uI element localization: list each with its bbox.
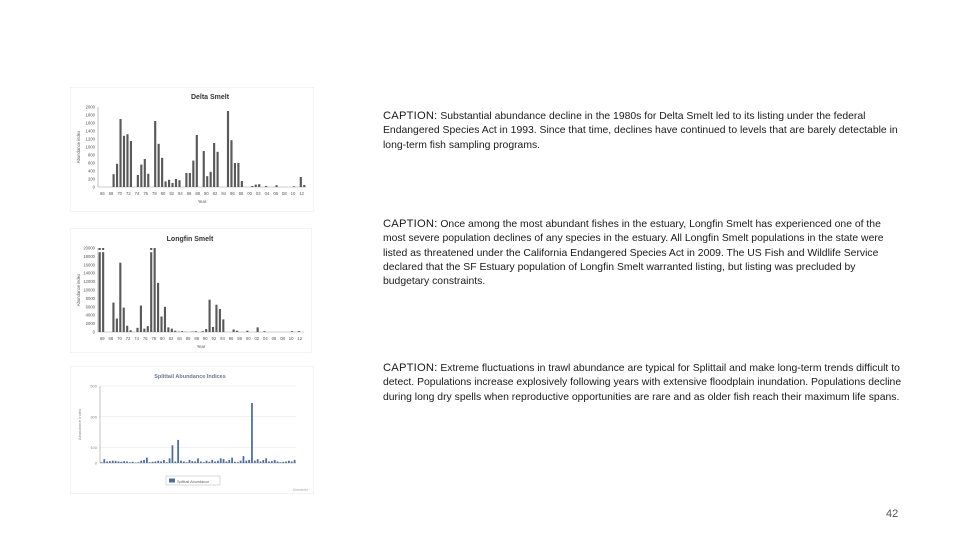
x-tick-label: 98	[238, 191, 244, 196]
x-tick-label: 88	[195, 191, 201, 196]
y-tick-label: 600	[88, 160, 95, 166]
bar	[166, 462, 168, 463]
bar	[230, 140, 232, 187]
bar	[123, 461, 125, 463]
caption-splittail	[383, 361, 903, 405]
x-tick-label: 06	[273, 191, 279, 196]
x-tick-label: 74	[134, 191, 140, 196]
x-tick-label: 69	[99, 336, 105, 341]
axis-break-mark	[146, 250, 149, 252]
bar	[210, 172, 212, 187]
bar	[161, 158, 163, 187]
caption-text: Once among the most abundant fishes in the estuary, Longfin Smelt has experienced one of the most severe population declines of any species in the estuary. All Longfin Smelt populations in the state were listed as threatened under the California Endangered Species Act in 2009. The US Fish and Wildlife Service declared that the SF Estuary population of Longfin Smelt warranted listing, but listing was precluded by budgetary constraints.	[383, 219, 884, 288]
x-tick-label: 80	[160, 191, 166, 196]
x-tick-label: 00	[247, 191, 253, 196]
x-tick-label: 06	[271, 336, 277, 341]
bar	[268, 461, 270, 463]
bar	[303, 185, 305, 187]
bar	[171, 183, 173, 187]
bar	[214, 461, 216, 463]
bar	[245, 461, 247, 463]
bar	[195, 331, 197, 332]
bar	[116, 164, 118, 187]
bar	[154, 121, 156, 187]
y-tick-label: 1400	[85, 128, 95, 134]
bar	[126, 134, 128, 187]
x-tick-label: 00	[245, 336, 251, 341]
bar	[155, 461, 157, 463]
bar	[116, 319, 118, 332]
bar	[265, 458, 267, 463]
splittail-chart	[70, 366, 314, 494]
chart-frame	[70, 228, 312, 353]
bar	[158, 144, 160, 187]
y-tick-label: 2000	[85, 104, 95, 110]
bar	[157, 283, 159, 332]
bar	[169, 458, 171, 463]
caption-text: Substantial abundance decline in the 1980s for Delta Smelt led to its listing under the federal Endangered Species Act in 1993. Since that time, declines have continued to levels that are barely detectable in long-term fish sampling programs.	[383, 111, 898, 151]
x-axis-label: Year	[197, 199, 207, 204]
bar	[285, 461, 287, 463]
bar	[163, 460, 165, 463]
bar	[277, 461, 279, 463]
bar	[160, 316, 162, 332]
chart-title: Longfin Smelt	[166, 236, 214, 243]
bar	[106, 461, 108, 463]
x-tick-label: 94	[220, 336, 225, 341]
bar	[118, 461, 120, 463]
bar	[251, 186, 253, 187]
bar	[126, 461, 128, 463]
bar	[189, 173, 191, 187]
axis-break-mark	[119, 250, 122, 252]
caption-lead: CAPTION:	[383, 218, 438, 230]
bar	[200, 461, 202, 463]
bar	[172, 445, 174, 463]
bar	[274, 460, 276, 463]
bar	[211, 460, 213, 463]
bar	[112, 303, 114, 332]
bar	[213, 143, 215, 187]
y-tick-label: 1000	[85, 144, 95, 150]
bar	[164, 307, 166, 332]
y-tick-label: 12000	[83, 279, 95, 285]
bar	[234, 163, 236, 187]
bar	[174, 461, 176, 463]
bar	[262, 460, 264, 463]
bar	[186, 462, 188, 463]
x-tick-label: 90	[203, 191, 209, 196]
bar	[206, 461, 208, 463]
bar	[167, 327, 169, 332]
bar	[140, 165, 142, 187]
x-tick-label: 78	[151, 191, 157, 196]
x-tick-label: 82	[168, 336, 174, 341]
bar	[217, 152, 219, 187]
x-tick-label: 12	[299, 191, 305, 196]
bar	[222, 319, 224, 332]
bar	[126, 326, 128, 332]
x-tick-label: 88	[194, 336, 200, 341]
bar	[146, 458, 148, 463]
x-tick-label: 92	[212, 191, 218, 196]
y-tick-label: 1200	[85, 136, 95, 142]
bar	[140, 461, 142, 463]
y-tick-label: 500	[90, 383, 97, 389]
caption-delta-smelt	[383, 109, 903, 153]
bar	[174, 331, 176, 332]
bar	[143, 329, 145, 332]
bar	[147, 174, 149, 187]
bar	[282, 462, 284, 463]
x-tick-label: 08	[280, 336, 285, 341]
bar	[263, 331, 265, 332]
chart-frame	[70, 366, 314, 494]
bar	[137, 175, 139, 187]
caption-text: Extreme fluctuations in trawl abundance are typical for Splittail and make long-term trends difficult to detect. Populations increase explosively following years with extensive floodplain inundation. Populations decline during long dry spells when reproductive opportunities are rare and as older fish reach their maximum life spans.	[383, 363, 902, 403]
bar	[291, 331, 293, 332]
x-tick-label: 94	[221, 191, 227, 196]
bar	[197, 458, 199, 463]
bar	[226, 461, 228, 463]
bar	[177, 440, 179, 463]
x-tick-label: 92	[211, 336, 217, 341]
bar	[185, 173, 187, 187]
bar	[119, 263, 121, 332]
bar	[251, 403, 253, 463]
bar	[257, 459, 259, 463]
bar	[130, 141, 132, 187]
bar	[208, 462, 210, 463]
x-tick-label: 76	[142, 336, 148, 341]
bar	[119, 119, 121, 187]
bar	[255, 185, 257, 187]
y-tick-label: 8000	[85, 295, 95, 301]
x-tick-label: 80	[160, 336, 165, 341]
bar	[257, 327, 259, 332]
bar	[171, 329, 173, 332]
bar	[109, 461, 111, 463]
bar	[300, 177, 302, 187]
y-tick-label: 300	[90, 414, 97, 420]
x-tick-label: 86	[186, 191, 192, 196]
bar	[99, 248, 101, 332]
bar	[243, 456, 245, 463]
x-tick-label: 70	[117, 336, 122, 341]
bar	[271, 461, 273, 463]
bar	[205, 329, 207, 332]
bar	[236, 331, 238, 332]
x-tick-label: 10	[290, 191, 296, 196]
y-tick-label: 14000	[83, 270, 95, 276]
axis-break-mark	[102, 250, 105, 252]
bar	[203, 462, 205, 463]
y-tick-label: 0	[92, 184, 95, 190]
x-tick-label: 72	[125, 336, 131, 341]
y-tick-label: 100	[90, 445, 97, 451]
bar	[192, 161, 194, 187]
y-tick-label: 6000	[85, 304, 95, 310]
bar	[227, 111, 229, 187]
caption-longfin-smelt	[383, 217, 903, 289]
bar	[115, 461, 117, 463]
bar	[241, 181, 243, 187]
bar	[123, 136, 125, 187]
bar	[220, 458, 222, 463]
bar	[147, 326, 149, 332]
bar	[152, 462, 154, 463]
bar	[234, 462, 236, 463]
axis-break-mark	[98, 250, 101, 252]
y-tick-label: 20000	[83, 245, 95, 251]
bar	[246, 331, 248, 332]
bar	[178, 180, 180, 187]
bar	[112, 461, 114, 463]
y-axis-label: Abundance Index	[77, 408, 82, 441]
bar	[265, 186, 267, 187]
x-axis-label: Year	[196, 344, 206, 349]
bar	[144, 159, 146, 187]
bar	[231, 458, 233, 463]
legend-swatch	[169, 479, 175, 483]
bar	[103, 459, 105, 463]
x-tick-label: 72	[125, 191, 131, 196]
bar	[288, 461, 290, 463]
splittail-chart-svg	[70, 366, 314, 494]
bar	[154, 248, 156, 332]
x-tick-label: 02	[255, 191, 261, 196]
caption-lead: CAPTION:	[383, 110, 438, 122]
bar	[130, 330, 132, 332]
y-tick-label: 1600	[85, 120, 95, 126]
caption-lead: CAPTION:	[383, 362, 438, 374]
y-tick-label: 10000	[83, 287, 95, 293]
bar	[140, 306, 142, 332]
bar	[191, 461, 193, 463]
x-tick-label: 96	[229, 191, 235, 196]
bar	[181, 331, 183, 332]
bar	[258, 184, 260, 187]
bar	[228, 460, 230, 463]
bar	[298, 331, 300, 332]
bar	[202, 331, 204, 332]
bar	[215, 305, 217, 332]
bar	[180, 461, 182, 463]
bar	[120, 462, 122, 463]
longfin-smelt-chart-svg	[70, 228, 312, 353]
y-tick-label: 2000	[85, 321, 95, 327]
bar	[123, 308, 125, 332]
x-tick-label: 02	[254, 336, 260, 341]
x-tick-label: 82	[169, 191, 175, 196]
bar	[194, 461, 196, 463]
y-tick-label: 18000	[83, 253, 95, 259]
bar	[113, 174, 115, 187]
bar	[168, 180, 170, 187]
x-tick-label: 84	[177, 336, 182, 341]
bar	[206, 176, 208, 187]
y-tick-label: 200	[88, 176, 95, 182]
y-tick-label: 4000	[85, 312, 95, 318]
chart-title: Splittail Abundance Indices	[154, 374, 226, 380]
bar	[223, 459, 225, 463]
bar	[240, 461, 242, 463]
bar	[160, 461, 162, 463]
x-tick-label: 12	[297, 336, 303, 341]
bar	[149, 462, 151, 463]
x-tick-label: 96	[228, 336, 234, 341]
y-tick-label: 0	[92, 329, 95, 335]
y-tick-label: 800	[88, 152, 95, 158]
x-tick-label: 76	[143, 191, 149, 196]
bar	[150, 248, 152, 332]
bar	[132, 462, 134, 463]
bar	[196, 135, 198, 187]
bar	[217, 461, 219, 463]
source-note: Kimmerer	[292, 488, 308, 492]
x-tick-label: 90	[202, 336, 208, 341]
bar	[294, 460, 296, 463]
chart-title: Delta Smelt	[190, 94, 230, 101]
delta-smelt-chart	[70, 87, 314, 212]
y-tick-label: 1800	[85, 112, 95, 118]
bar	[248, 460, 250, 463]
bar	[233, 329, 235, 332]
longfin-smelt-chart	[70, 228, 312, 353]
bar	[157, 461, 159, 463]
delta-smelt-chart-svg	[70, 87, 314, 212]
bar	[209, 300, 211, 332]
bar	[183, 461, 185, 463]
bar	[212, 327, 214, 332]
bar	[203, 151, 205, 187]
bar	[279, 462, 281, 463]
x-tick-label: 84	[177, 191, 183, 196]
bar	[102, 248, 104, 332]
x-tick-label: 78	[151, 336, 157, 341]
bar	[293, 186, 295, 187]
x-tick-label: 98	[237, 336, 242, 341]
x-tick-label: 10	[288, 336, 294, 341]
y-tick-label: 0	[94, 460, 97, 466]
bar	[175, 179, 177, 187]
y-axis-label: Abundance index	[76, 273, 81, 307]
x-tick-label: 68	[108, 191, 114, 196]
bar	[219, 309, 221, 332]
x-tick-label: 70	[117, 191, 123, 196]
page-number: 42	[886, 508, 899, 520]
x-tick-label: 04	[264, 191, 270, 196]
axis-break-mark	[150, 250, 153, 252]
bar	[137, 462, 139, 463]
y-tick-label: 400	[88, 168, 95, 174]
x-tick-label: 74	[134, 336, 139, 341]
bar	[136, 328, 138, 332]
legend-label: Splittail Abundance	[177, 479, 210, 484]
x-tick-label: 08	[281, 191, 287, 196]
x-tick-label: 68	[108, 336, 114, 341]
bar	[129, 462, 131, 463]
bar	[254, 461, 256, 463]
bar	[237, 462, 239, 463]
y-axis-label: Abundance index	[76, 130, 81, 164]
x-tick-label: 66	[99, 191, 105, 196]
bar	[189, 460, 191, 463]
bar	[165, 181, 167, 187]
bar	[260, 461, 262, 463]
bar	[237, 163, 239, 187]
bar	[275, 185, 277, 187]
y-tick-label: 16000	[83, 262, 95, 268]
bar	[101, 462, 103, 463]
bar	[143, 460, 145, 463]
x-tick-label: 86	[185, 336, 191, 341]
bar	[291, 461, 293, 463]
x-tick-label: 04	[263, 336, 268, 341]
